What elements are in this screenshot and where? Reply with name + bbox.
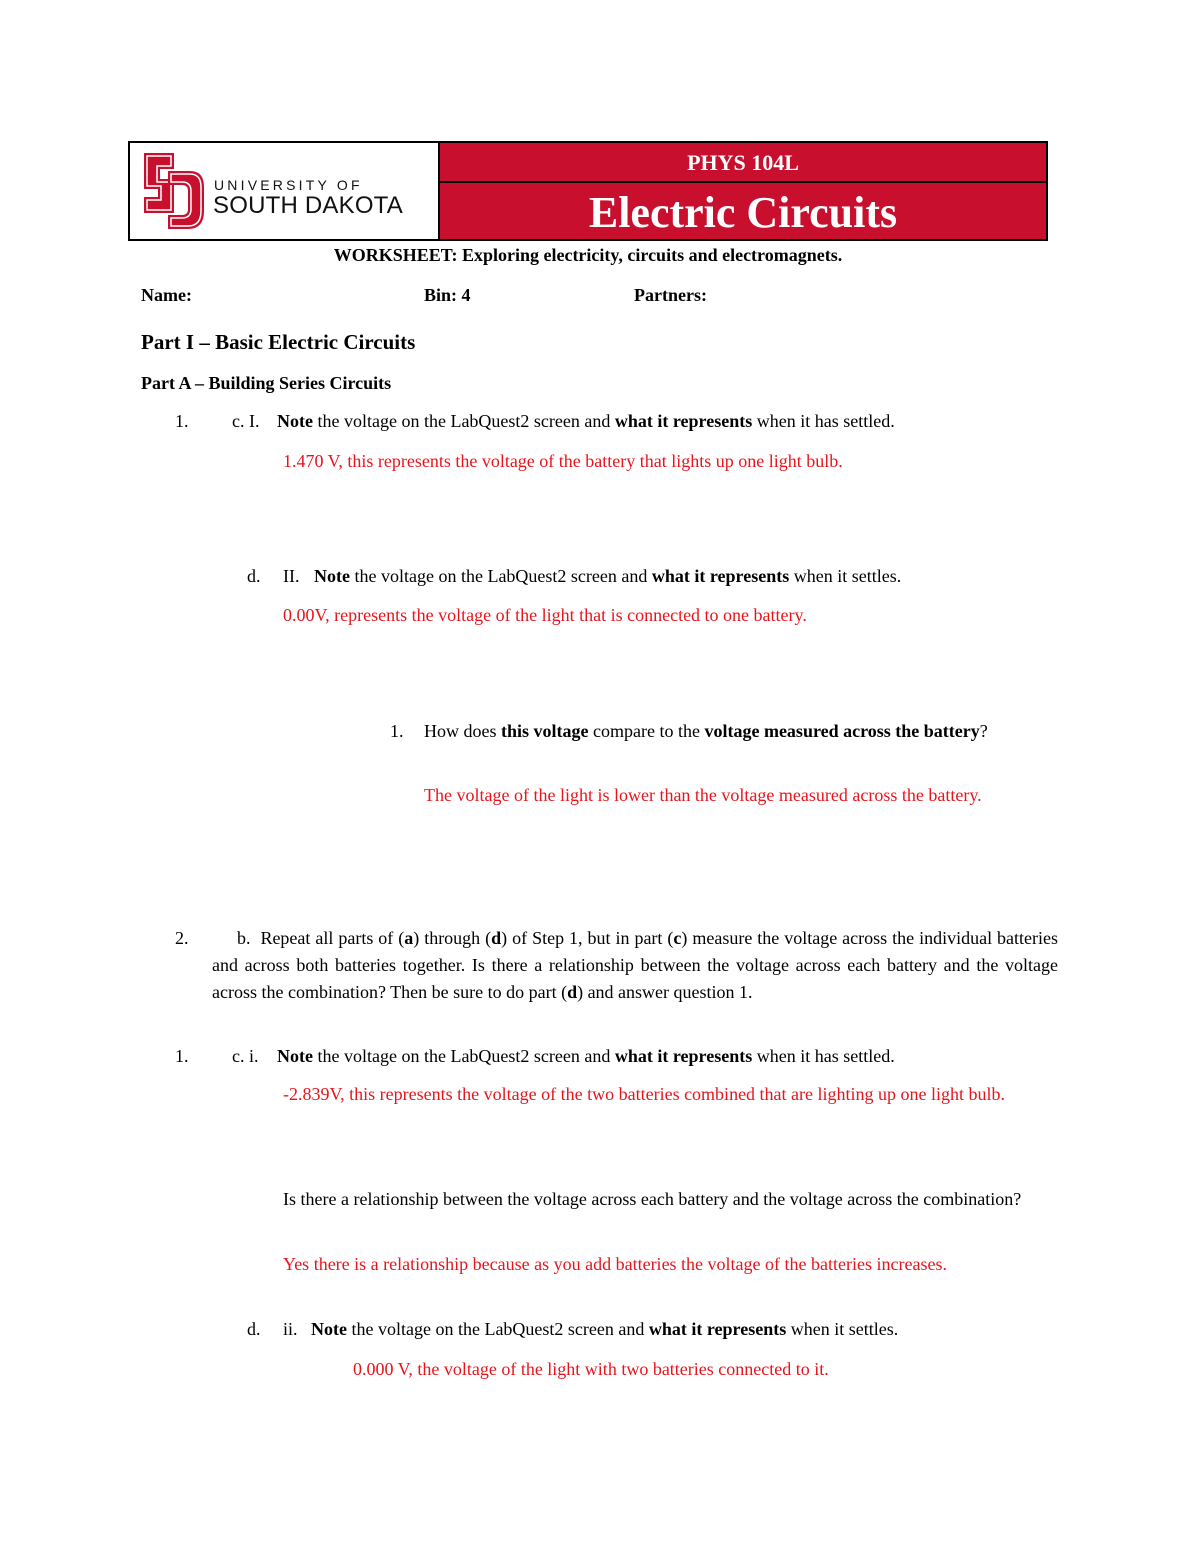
question-text: ?	[979, 721, 988, 741]
emphasis: this voltage	[501, 721, 589, 741]
name-label: Name:	[141, 285, 192, 305]
question-text: compare to the	[588, 721, 705, 741]
item-number: 1.	[175, 411, 189, 431]
course-code: PHYS 104L	[687, 150, 799, 175]
question-text: ) of Step 1, but in part (	[501, 928, 674, 948]
question-text: the voltage on the LabQuest2 screen and	[312, 1046, 615, 1066]
question-1c	[277, 408, 1037, 435]
question-1d-1	[424, 718, 1058, 745]
emphasis: voltage measured across the battery	[704, 721, 980, 741]
question-text: the voltage on the LabQuest2 screen and	[349, 566, 652, 586]
worksheet-subtitle: WORKSHEET: Exploring electricity, circuits and electromagnets.	[333, 245, 843, 265]
logo-line-1: UNIVERSITY OF	[214, 177, 363, 193]
emphasis: c	[673, 928, 682, 948]
item-sublabel: c. i.	[232, 1046, 259, 1066]
item-number: 1.	[175, 1046, 189, 1066]
university-logo	[130, 143, 440, 239]
sd-logo-icon	[140, 149, 206, 233]
title-band	[440, 183, 1046, 239]
question-text: the voltage on the LabQuest2 screen and	[346, 1319, 649, 1339]
item-sublabel: c. I.	[232, 411, 260, 431]
answer-1d-1: The voltage of the light is lower than the voltage measured across the battery.	[424, 785, 982, 805]
question-text: when it settles.	[786, 1319, 899, 1339]
answer-2c-relationship: Yes there is a relationship because as you add batteries the voltage of the batteries increases.	[283, 1254, 947, 1274]
question-2c	[277, 1043, 1057, 1070]
emphasis: Note	[277, 411, 313, 431]
question-text: ) through (	[413, 928, 492, 948]
emphasis: Note	[311, 1319, 347, 1339]
question-text: when it has settled.	[752, 411, 895, 431]
question-2b	[212, 925, 1058, 1006]
bin-label: Bin: 4	[424, 285, 471, 305]
item-roman: ii.	[283, 1319, 298, 1339]
emphasis: d	[491, 928, 502, 948]
logo-line-2: SOUTH DAKOTA	[213, 192, 403, 219]
question-text: when it has settled.	[752, 1046, 895, 1066]
part-a-heading: Part A – Building Series Circuits	[141, 373, 392, 393]
emphasis: what it represents	[614, 411, 753, 431]
item-sublabel: b.	[237, 928, 251, 948]
emphasis: what it represents	[648, 1319, 787, 1339]
question-2c-relationship: Is there a relationship between the voltage across each battery and the voltage across the combination?	[283, 1189, 1022, 1209]
emphasis: Note	[314, 566, 350, 586]
course-code-band	[440, 143, 1046, 183]
item-sublabel: d.	[247, 566, 261, 586]
answer-2c: -2.839V, this represents the voltage of the two batteries combined that are lighting up one light bulb.	[283, 1084, 1006, 1104]
question-text: ) and answer question 1.	[577, 982, 753, 1002]
part-1-heading: Part I – Basic Electric Circuits	[141, 330, 416, 354]
worksheet-header	[128, 141, 1048, 241]
item-roman: II.	[283, 566, 300, 586]
question-text: the voltage on the LabQuest2 screen and	[312, 411, 615, 431]
question-text: How does	[424, 721, 501, 741]
emphasis: what it represents	[614, 1046, 753, 1066]
question-text: ) measure the voltage across the individual batteries and across both batteries together. Is there a relationship between the voltage across each battery and the voltage across the combination? Then be sure to do part (	[212, 928, 1059, 1002]
item-sublabel: d.	[247, 1319, 261, 1339]
document-title: Electric Circuits	[588, 188, 898, 237]
partners-label: Partners:	[634, 285, 707, 305]
emphasis: Note	[277, 1046, 313, 1066]
emphasis: what it represents	[651, 566, 790, 586]
question-text: when it settles.	[789, 566, 902, 586]
item-number: 1.	[390, 721, 404, 741]
answer-2d: 0.000 V, the voltage of the light with two batteries connected to it.	[353, 1359, 829, 1379]
answer-1d: 0.00V, represents the voltage of the light that is connected to one battery.	[283, 605, 807, 625]
emphasis: d	[567, 982, 578, 1002]
item-number: 2.	[175, 928, 189, 948]
question-text: Repeat all parts of (	[260, 928, 405, 948]
question-1d	[314, 563, 1054, 590]
emphasis: a	[404, 928, 414, 948]
answer-1c: 1.470 V, this represents the voltage of the battery that lights up one light bulb.	[283, 451, 843, 471]
question-2d	[311, 1316, 1057, 1343]
